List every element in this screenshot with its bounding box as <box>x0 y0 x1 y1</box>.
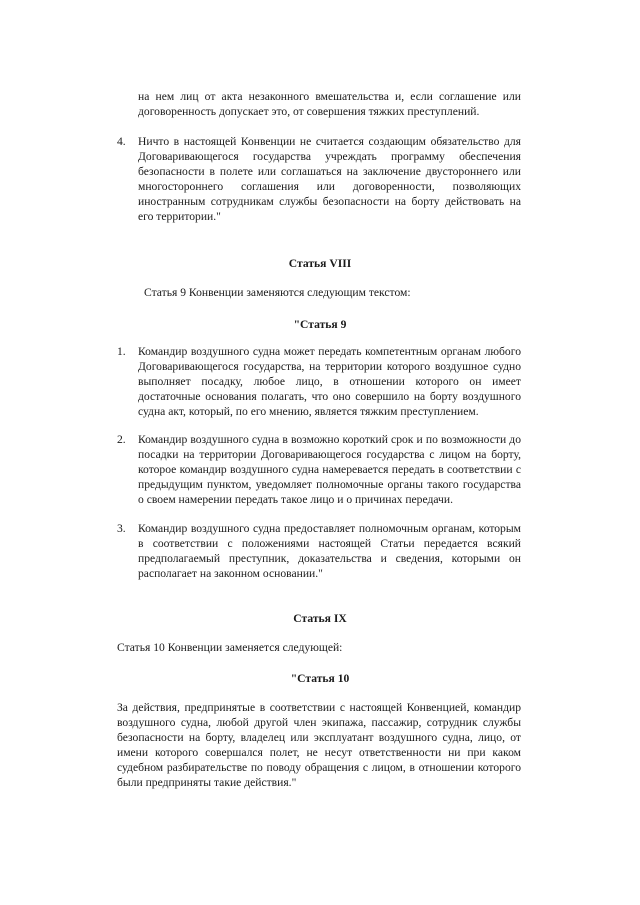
list-item-text: Ничто в настоящей Конвенции не считается создающим обязательство для Договаривающегося государства учреждать программу обеспечения безопасности в полете или соглашаться на заключение двустороннего или многостороннего соглашения или договоренности, позволяющих иностранным сотрудникам службы безопасности на борту действовать на его территории." <box>138 135 521 223</box>
list-item-number: 3. <box>117 522 126 535</box>
continuation-paragraph: на нем лиц от акта незаконного вмешательства и, если соглашение или договоренность допускает это, от совершения тяжких преступлений. <box>138 90 521 118</box>
list-item-text: Командир воздушного судна может передать компетентным органам любого Договаривающегося государства, на территории которого воздушное судно выполняет посадку, любое лицо, в отношении которого он имеет достаточные основания полагать, что оно совершило на борту воздушного судна акт, который, по его мнению, является тяжким преступлением. <box>138 345 521 418</box>
article-ix-heading: Статья IX <box>293 612 347 625</box>
list-item-number: 4. <box>117 135 126 148</box>
list-item-text: Командир воздушного судна предоставляет полномочным органам, которым в соответствии с положениями настоящей Статьи передается всякий предполагаемый преступник, доказательства и сведения, которыми он располагает на законном основании." <box>138 522 521 580</box>
article-10-paragraph: За действия, предпринятые в соответствии с настоящей Конвенцией, командир воздушного судна, любой другой член экипажа, пассажир, сотрудник службы безопасности на борту, владелец или эксплуатант воздушного судна, лицо, от имени которого совершался полет, не несут ответственности ни при каком судебном разбирательстве по поводу обращения с лицом, в отношении которого были предприняты такие действия." <box>117 701 521 789</box>
article-ix-intro: Статья 10 Конвенции заменяется следующей: <box>117 641 343 654</box>
list-item-number: 2. <box>117 433 126 446</box>
article-viii-intro: Статья 9 Конвенции заменяются следующим текстом: <box>144 286 411 299</box>
article-9-quoted-heading: "Статья 9 <box>293 318 347 331</box>
list-item-number: 1. <box>117 345 126 358</box>
article-viii-heading: Статья VIII <box>288 257 352 270</box>
article-10-quoted-heading: "Статья 10 <box>290 672 350 685</box>
list-item-text: Командир воздушного судна в возможно короткий срок и по возможности до посадки на территории Договаривающегося государства с лицом на борту, которое командир воздушного судна намеревается передать в соответствии с предыдущим пунктом, уведомляет полномочные органы такого государства о своем намерении передать такое лицо и о причинах передачи. <box>138 433 521 506</box>
